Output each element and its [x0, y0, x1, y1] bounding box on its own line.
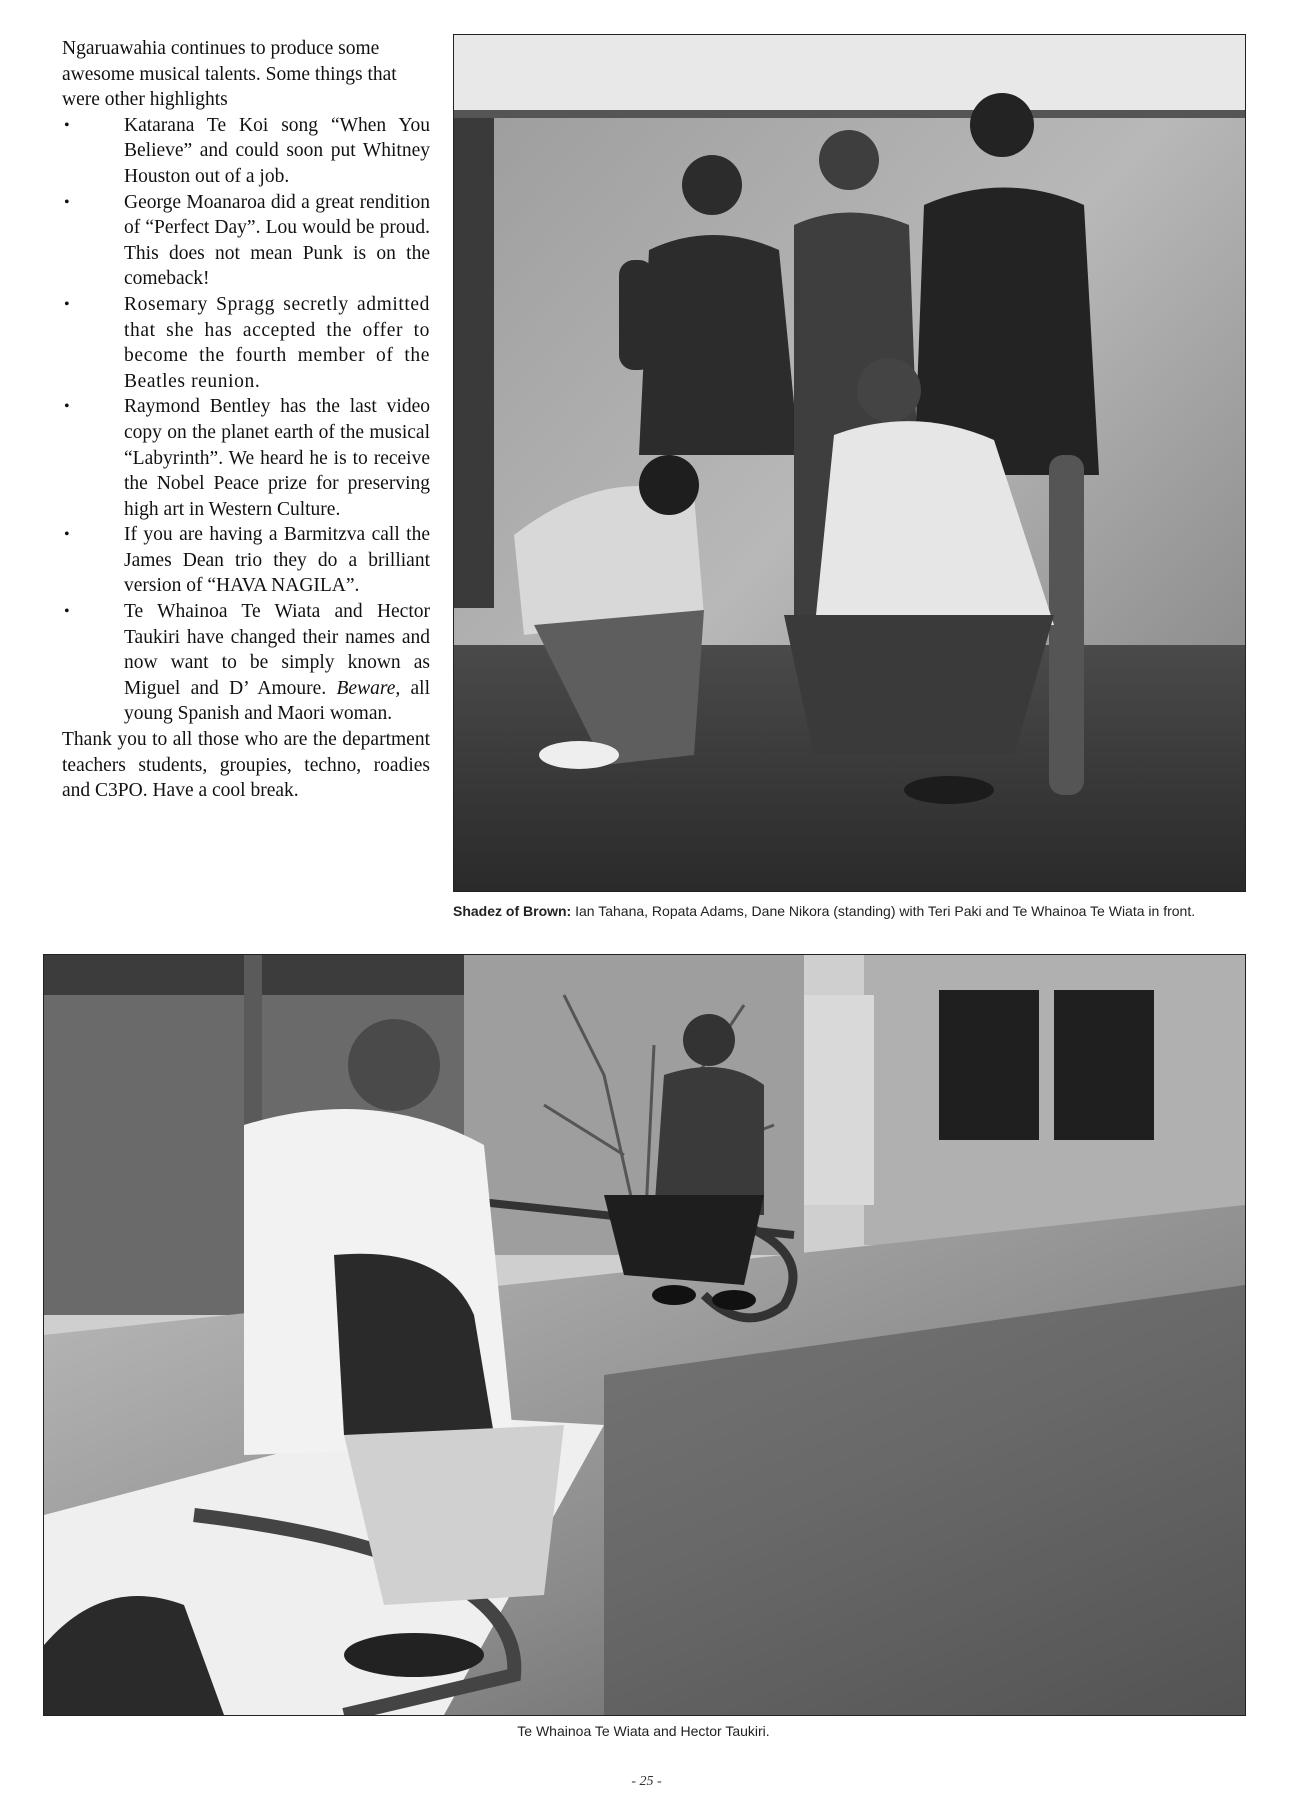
- article-text: [62, 36, 430, 804]
- emphasis-text: Beware,: [336, 677, 401, 699]
- highlight-item: • Katarana Te Koi song “When You Believe” and could soon put Whitney Houston out of a job.: [64, 114, 430, 187]
- guitarists-photo: [43, 954, 1246, 1716]
- bullet-icon: •: [64, 295, 71, 313]
- group-photo-caption: [453, 902, 1243, 920]
- group-photo: [453, 34, 1246, 892]
- highlight-item: • Te Whainoa Te Wiata and Hector Taukiri have changed their names and now want to be simply known as Miguel and D’ Amoure. Beware, all young Spanish and Maori woman.: [64, 601, 431, 725]
- caption-names: Ian Tahana, Ropata Adams, Dane Nikora (standing) with Teri Paki and Te Whainoa Te Wiata in front.: [571, 903, 1196, 919]
- bullet-icon: •: [64, 603, 70, 621]
- highlight-item: • Rosemary Spragg secretly admitted that she has accepted the offer to become the fourth member of the Beatles reunion.: [64, 293, 430, 392]
- caption-title: Shadez of Brown:: [453, 903, 572, 919]
- group-photo-illustration: [454, 35, 1245, 891]
- article-closing: Thank you to all those who are the department teachers students, groupies, techno, roadies and C3PO. Have a cool break.: [62, 729, 430, 802]
- guitarists-photo-illustration: [44, 955, 1245, 1715]
- highlight-item: • Raymond Bentley has the last video copy on the planet earth of the musical “Labyrinth”. We heard he is to receive the Nobel Peace prize for preserving high art in Western Culture.: [64, 396, 430, 520]
- bullet-icon: •: [64, 193, 70, 211]
- highlight-item: • If you are having a Barmitzva call the James Dean trio they do a brilliant version of “HAVA NAGILA”.: [64, 524, 430, 597]
- bullet-icon: •: [64, 116, 70, 134]
- highlight-item: • George Moanaroa did a great rendition of “Perfect Day”. Lou would be proud. This does not mean Punk is on the comeback!: [64, 191, 430, 290]
- bullet-icon: •: [64, 398, 70, 416]
- article-intro: Ngaruawahia continues to produce some awesome musical talents. Some things that were other highlights: [62, 38, 397, 111]
- bullet-icon: •: [64, 526, 70, 544]
- page-number: - 25 -: [631, 1774, 662, 1789]
- highlights-list: [62, 113, 430, 727]
- guitarists-photo-caption: Te Whainoa Te Wiata and Hector Taukiri.: [517, 1723, 770, 1739]
